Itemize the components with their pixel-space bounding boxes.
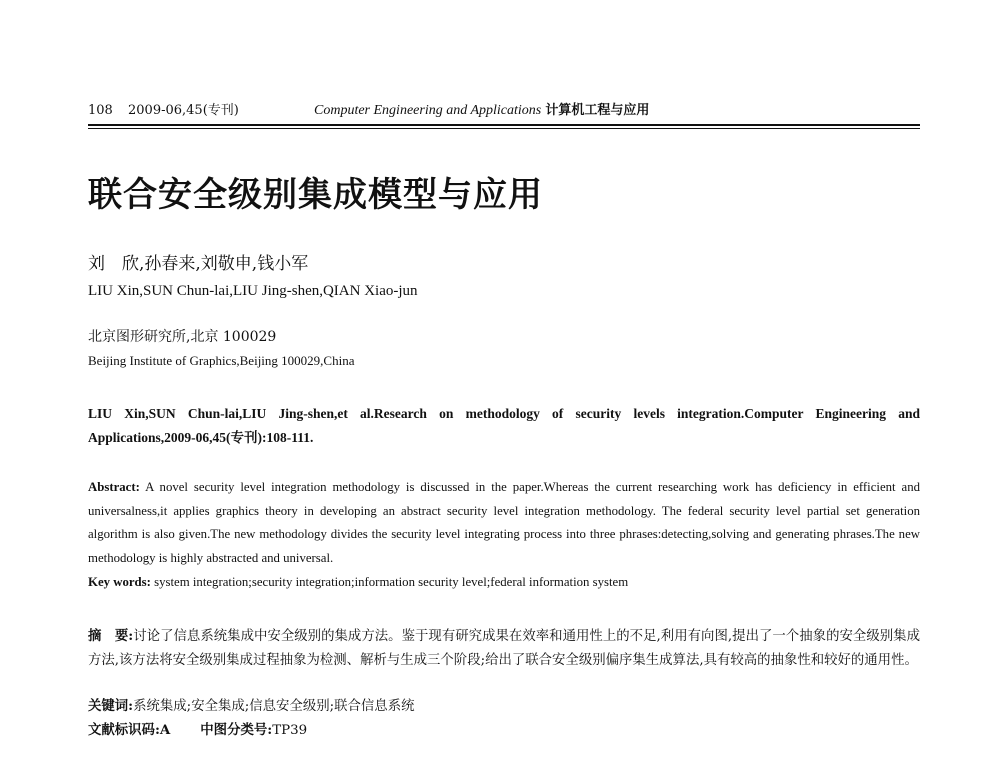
doc-code-value: A — [159, 722, 171, 738]
keywords-label: Key words: — [88, 575, 151, 589]
doc-code-label: 文献标识码: — [88, 722, 160, 738]
clc-value: TP39 — [272, 723, 308, 738]
cn-keywords-text: 系统集成;安全集成;信息安全级别;联合信息系统 — [133, 699, 415, 714]
cn-keywords-label: 关键词: — [88, 698, 134, 714]
journal-name — [314, 100, 649, 122]
document-info — [88, 719, 307, 742]
clc-label: 中图分类号: — [200, 722, 273, 738]
header-rule-thin — [88, 128, 920, 129]
affiliation-chinese: 北京图形研究所,北京 100029 — [88, 329, 277, 345]
running-header — [88, 100, 920, 122]
cn-abstract-text: 讨论了信息系统集成中安全级别的集成方法。鉴于现有研究成果在效率和通用性上的不足,利用有向图,提出了一个抽象的安全级别集成方法,该方法将安全级别集成过程抽象为检测、解析与生成三个阶段;给出了联合安全级别偏序集生成算法,具有较高的抽象性和较好的通用性。 — [88, 629, 920, 668]
paper-title: 联合安全级别集成模型与应用 — [88, 175, 543, 215]
cn-abstract-label: 摘 要: — [88, 628, 134, 644]
keywords-text: system integration;security integration;information security level;federal information system — [154, 575, 629, 589]
issue-info: 2009-06,45(专刊) — [128, 103, 239, 118]
authors-chinese: 刘 欣,孙春来,刘敬申,钱小军 — [88, 254, 309, 274]
header-rule-thick — [88, 124, 920, 126]
abstract-text: A novel security level integration methodology is discussed in the paper.Whereas the current researching work has deficiency in efficient and universalness,it applies graphics theory in developing an abstract security level integration methodology. The federal security level partial set generation algorithm is also given.The new methodology divides the security level integrating process into three phrases:detecting,solving and generating phrases.The new methodology is highly abstracted and universal. — [88, 480, 920, 565]
authors-english: LIU Xin,SUN Chun-lai,LIU Jing-shen,QIAN Xiao-jun — [88, 283, 418, 299]
journal-name-cn: 计算机工程与应用 — [545, 103, 650, 118]
abstract-chinese — [88, 624, 920, 673]
abstract-label: Abstract: — [88, 480, 140, 494]
affiliation-english: Beijing Institute of Graphics,Beijing 100029,China — [88, 353, 355, 368]
abstract-english — [88, 476, 920, 570]
keywords-english — [88, 571, 920, 594]
citation: LIU Xin,SUN Chun-lai,LIU Jing-shen,et al.Research on methodology of security levels integration.Computer Engineering and Applications,2009-06,45(专刊):108-111. — [88, 406, 920, 445]
page-number: 108 — [88, 103, 113, 118]
keywords-chinese — [88, 695, 414, 718]
journal-name-en: Computer Engineering and Applications — [314, 103, 542, 118]
